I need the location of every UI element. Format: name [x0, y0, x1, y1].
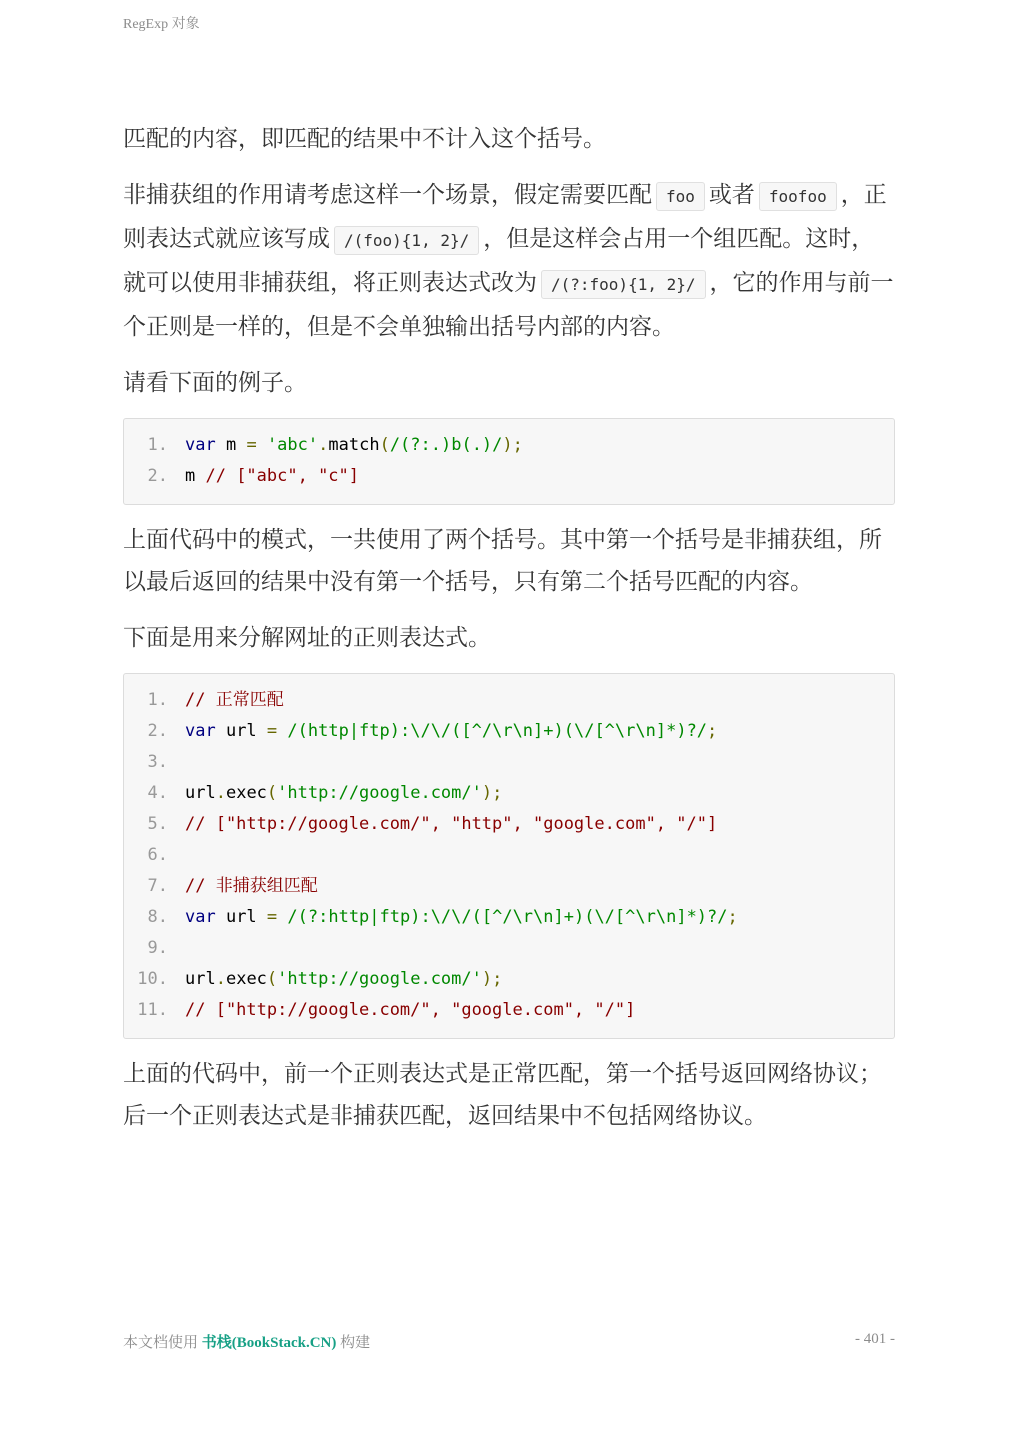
paragraph-2-text-5: ，它的作用与前一个正则是一样的，但是不会单独输出括号内部的内容。 — [123, 270, 894, 340]
paragraph-6: 上面的代码中，前一个正则表达式是正常匹配，第一个括号返回网络协议；后一个正则表达式是非捕获匹配，返回结果中不包括网络协议。 — [123, 1061, 882, 1129]
document-body — [123, 118, 895, 1151]
line-number: 11. — [137, 1000, 168, 1020]
line-number: 9. — [147, 938, 168, 958]
code-token: var — [185, 435, 216, 455]
inline-code-foo: foo — [656, 182, 705, 211]
code-token: // ["abc", "c"] — [205, 466, 360, 486]
code-token: 'http://google.com/' — [277, 783, 482, 803]
code-line — [124, 809, 894, 840]
code-token: 'http://google.com/' — [277, 969, 482, 989]
code-line — [124, 430, 894, 461]
paragraph-2 — [123, 174, 895, 348]
code-token: = — [246, 435, 257, 455]
paragraph-2-text-2: 或者 — [708, 182, 755, 208]
code-text — [168, 685, 284, 716]
code-block-match-example — [123, 418, 895, 505]
paragraph-1: 匹配的内容，即匹配的结果中不计入这个括号。 — [123, 126, 606, 152]
line-number: 1. — [147, 690, 168, 710]
code-token: ); — [502, 435, 523, 455]
paragraph-5: 下面是用来分解网址的正则表达式。 — [123, 625, 491, 651]
code-token: url — [215, 721, 267, 741]
code-text — [168, 778, 502, 809]
footer-suffix: 构建 — [340, 1335, 371, 1351]
code-token: url — [185, 783, 216, 803]
code-token: . — [318, 435, 329, 455]
code-line — [124, 716, 894, 747]
code-token: url — [215, 907, 267, 927]
code-text — [168, 995, 635, 1026]
code-token: ; — [707, 721, 718, 741]
code-token: /(http|ftp):\/\/([^/\r\n]+)(\/[^\r\n]*)?/ — [287, 721, 708, 741]
code-text — [168, 902, 738, 933]
code-line — [124, 840, 894, 871]
code-block-url-regex — [123, 673, 895, 1039]
code-token: url — [185, 969, 216, 989]
code-token: // 非捕获组匹配 — [185, 876, 318, 896]
paragraph-2-text-1: 非捕获组的作用请考虑这样一个场景，假定需要匹配 — [123, 182, 652, 208]
line-number: 1. — [147, 435, 168, 455]
line-number: 2. — [147, 466, 168, 486]
paragraph-2-text-4: ，但是这样会占用一个组匹配。这时，就可以使用非捕获组，将正则表达式改为 — [123, 226, 875, 296]
code-token: ); — [481, 969, 503, 989]
code-line — [124, 778, 894, 809]
code-token: = — [266, 907, 278, 927]
code-text — [168, 840, 185, 871]
code-token: /(?:.)b(.)/ — [389, 435, 503, 455]
code-token: var — [185, 721, 216, 741]
code-token: ; — [727, 907, 738, 927]
code-line — [124, 685, 894, 716]
paragraph-2-text-3: ，正则表达式就应该写成 — [123, 182, 887, 252]
code-token: ( — [266, 783, 278, 803]
code-line — [124, 995, 894, 1026]
code-token: // 正常匹配 — [185, 690, 284, 710]
code-token: var — [185, 907, 216, 927]
code-text — [168, 461, 359, 492]
code-token: . — [215, 969, 226, 989]
code-token: = — [266, 721, 278, 741]
footer-credit — [123, 1331, 370, 1352]
code-token: // ["http://google.com/", "google.com", "/"] — [185, 1000, 636, 1020]
code-token — [257, 435, 267, 455]
code-line — [124, 461, 894, 492]
line-number: 8. — [147, 907, 168, 927]
inline-code-foofoo: foofoo — [759, 182, 837, 211]
code-line — [124, 902, 894, 933]
code-line — [124, 933, 894, 964]
footer-brand-link[interactable]: 书栈(BookStack.CN) — [201, 1335, 337, 1351]
line-number: 7. — [147, 876, 168, 896]
code-text — [168, 809, 717, 840]
code-line — [124, 747, 894, 778]
code-token: exec — [225, 783, 267, 803]
code-token: ( — [379, 435, 390, 455]
code-token: ( — [266, 969, 278, 989]
code-text — [168, 430, 523, 461]
code-text — [168, 964, 502, 995]
code-token: m — [215, 435, 247, 455]
code-token: // ["http://google.com/", "http", "google.com", "/"] — [185, 814, 718, 834]
line-number: 10. — [137, 969, 168, 989]
line-number: 4. — [147, 783, 168, 803]
inline-code-regex-noncapturing: /(?:foo){1, 2}/ — [541, 270, 706, 299]
line-number: 2. — [147, 721, 168, 741]
code-token — [277, 907, 287, 927]
code-token — [277, 721, 287, 741]
code-line — [124, 871, 894, 902]
running-header: RegExp 对象 — [123, 17, 200, 32]
code-text — [168, 871, 318, 902]
code-text — [168, 933, 185, 964]
paragraph-4: 上面代码中的模式，一共使用了两个括号。其中第一个括号是非捕获组，所以最后返回的结果中没有第一个括号，只有第二个括号匹配的内容。 — [123, 527, 882, 595]
page-number: - 401 - — [855, 1331, 895, 1347]
code-token: m — [185, 466, 206, 486]
code-token: match — [328, 435, 380, 455]
code-token: . — [215, 783, 226, 803]
line-number: 5. — [147, 814, 168, 834]
code-token: 'abc' — [266, 435, 319, 455]
line-number: 6. — [147, 845, 168, 865]
code-token: /(?:http|ftp):\/\/([^/\r\n]+)(\/[^\r\n]*)?/ — [287, 907, 728, 927]
code-text — [168, 747, 185, 778]
code-text — [168, 716, 717, 747]
footer-prefix: 本文档使用 — [123, 1335, 199, 1351]
line-number: 3. — [147, 752, 168, 772]
code-token: ); — [481, 783, 503, 803]
code-token: exec — [225, 969, 267, 989]
code-line — [124, 964, 894, 995]
paragraph-3: 请看下面的例子。 — [123, 370, 307, 396]
inline-code-regex-capturing: /(foo){1, 2}/ — [334, 226, 479, 255]
